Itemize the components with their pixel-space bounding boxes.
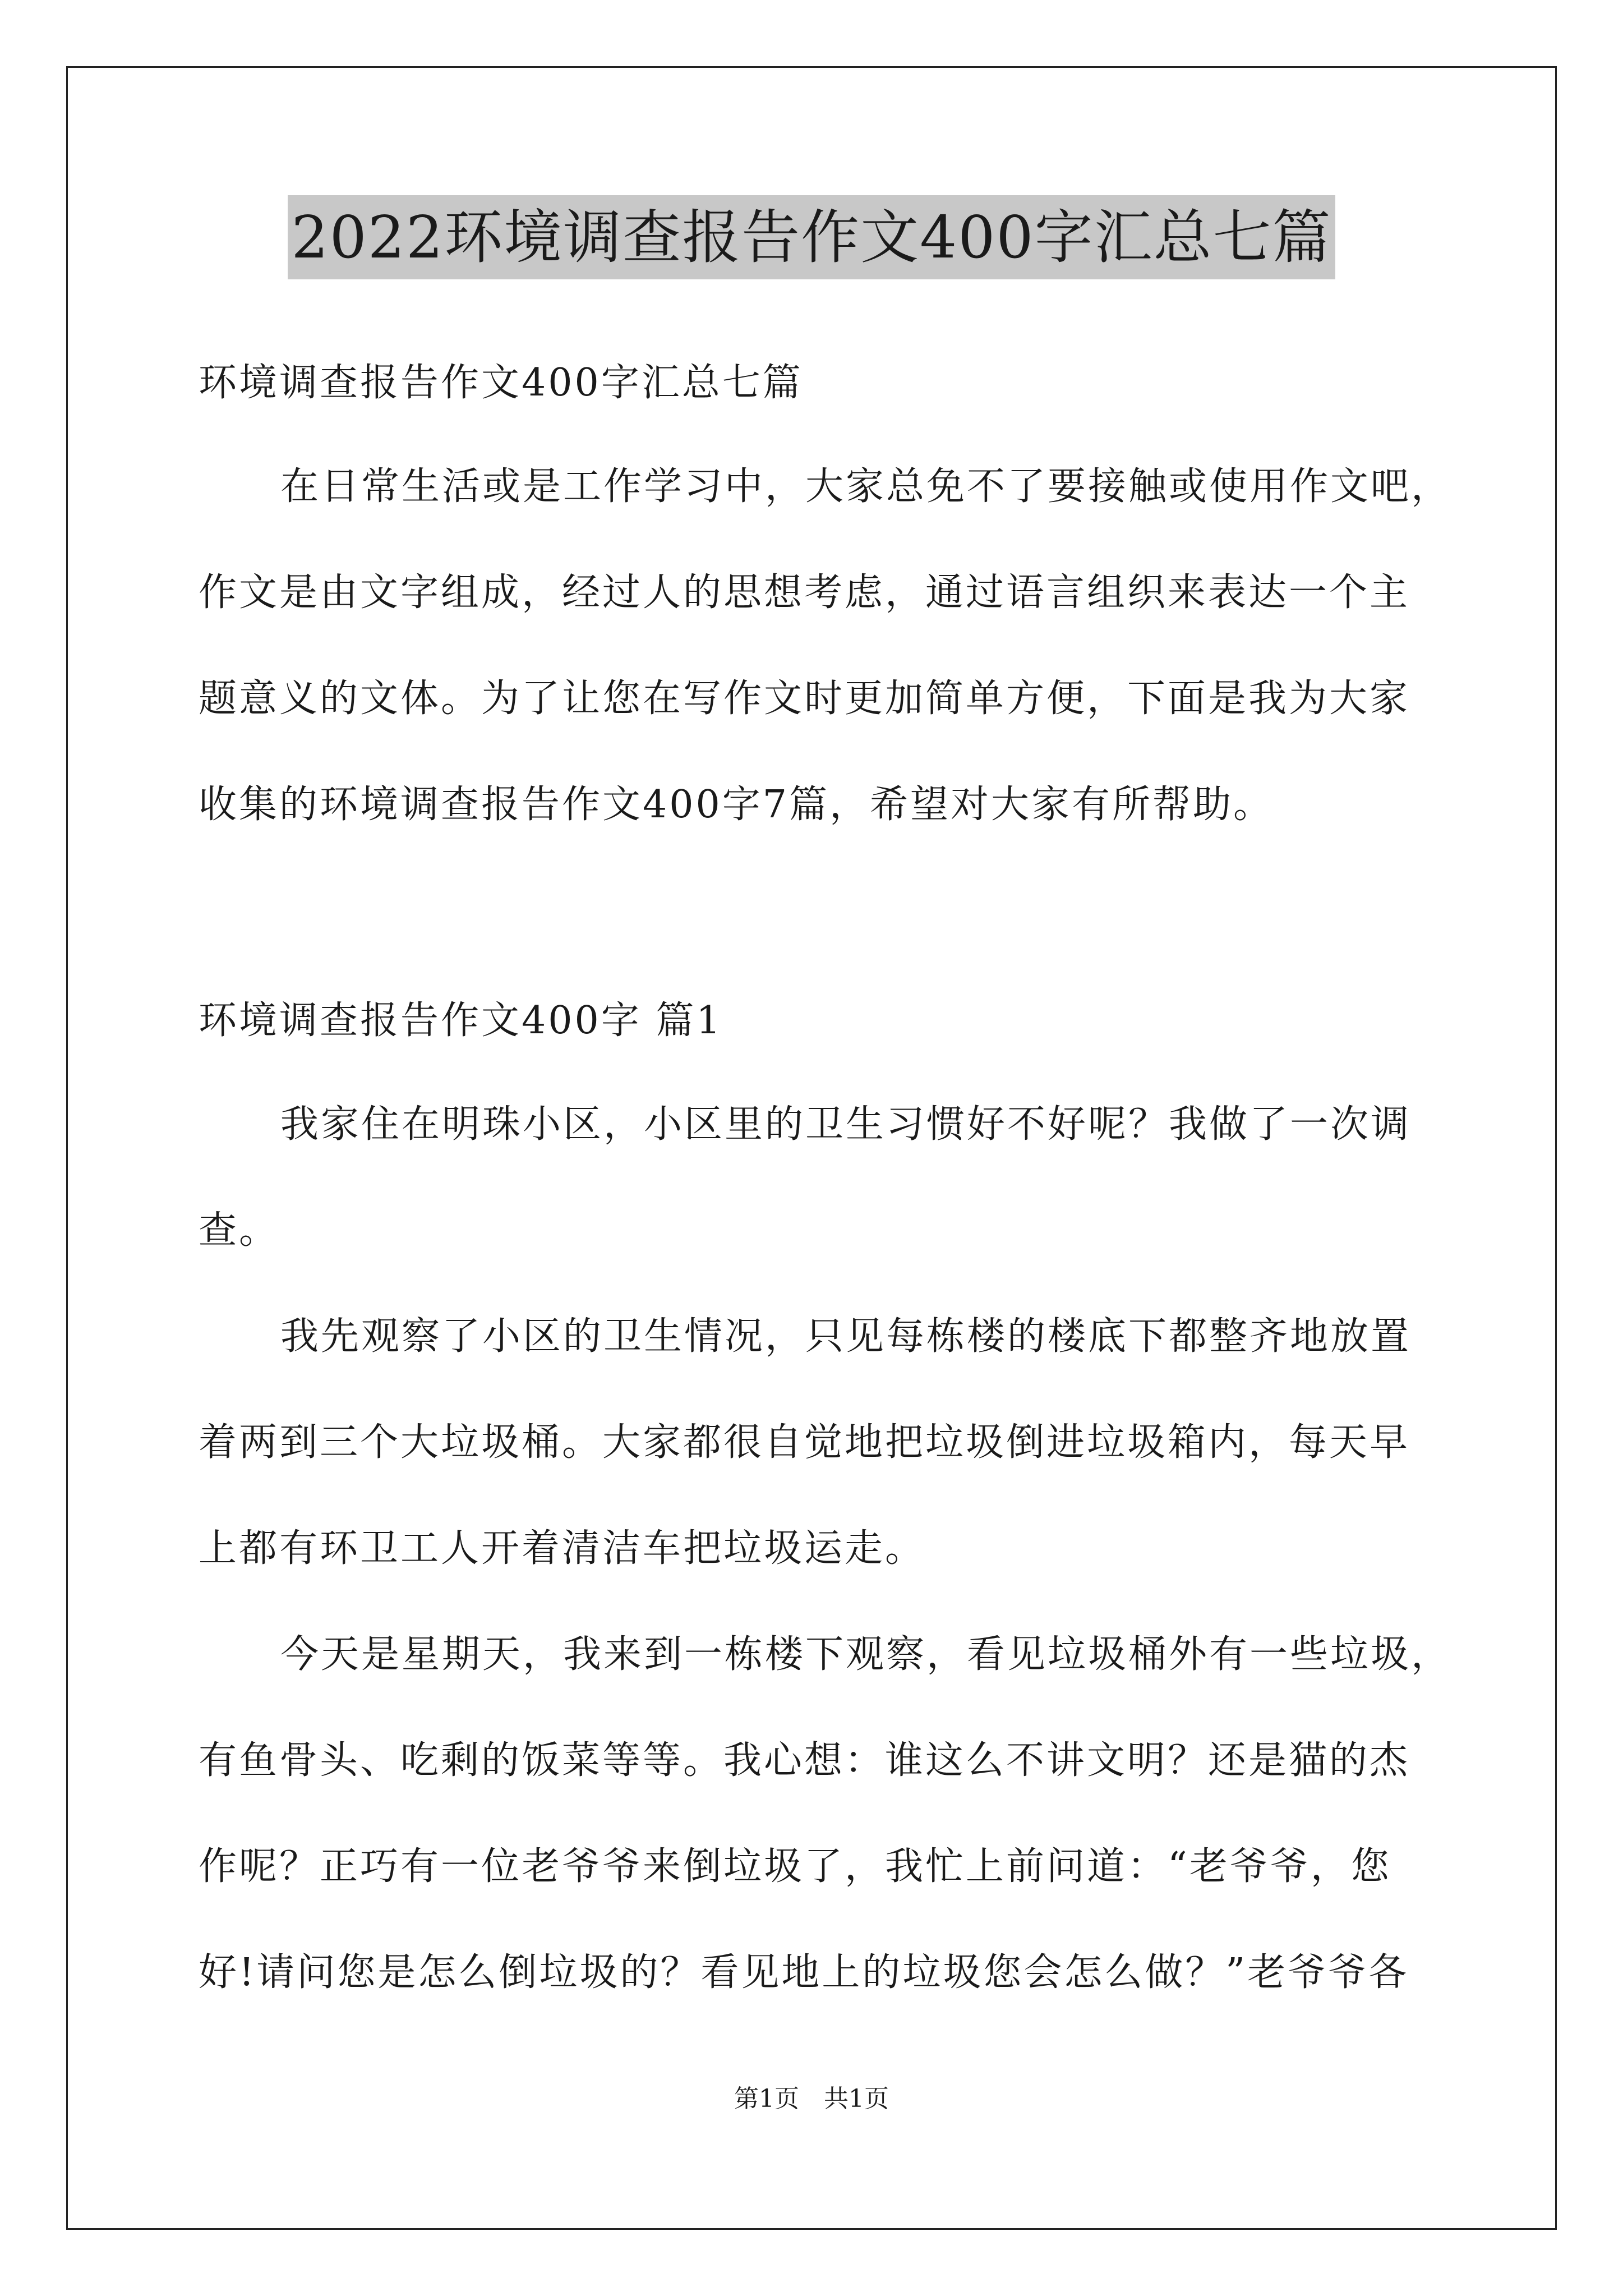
intro-line-2: 作文是由文字组成，经过人的思想考虑，通过语言组织来表达一个主 [199,570,1410,615]
paragraph2-line-2: 着两到三个大垃圾桶。大家都很自觉地把垃圾倒进垃圾箱内，每天早 [199,1420,1410,1465]
document-subtitle: 环境调查报告作文400字汇总七篇 [199,361,803,405]
page-footer: 第1页 共1页 [734,2085,889,2113]
paragraph3-line-4: 好!请问您是怎么倒垃圾的？看见地上的垃圾您会怎么做？”老爷爷各 [199,1950,1409,1995]
paragraph3-line-1: 今天是星期天，我来到一栋楼下观察，看见垃圾桶外有一些垃圾， [280,1632,1452,1677]
paragraph3-line-3: 作呢？正巧有一位老爷爷来倒垃圾了，我忙上前问道：“老爷爷，您 [199,1844,1391,1889]
paragraph2-line-3: 上都有环卫工人开着清洁车把垃圾运走。 [199,1526,926,1571]
section-heading: 环境调查报告作文400字 篇1 [199,999,723,1043]
document-title: 2022环境调查报告作文400字汇总七篇 [288,195,1335,279]
paragraph1-line-2: 查。 [199,1208,280,1253]
title-container [0,195,1623,279]
intro-line-1: 在日常生活或是工作学习中，大家总免不了要接触或使用作文吧， [280,464,1452,509]
intro-line-3: 题意义的文体。为了让您在写作文时更加简单方便，下面是我为大家 [199,677,1410,721]
paragraph1-line-1: 我家住在明珠小区，小区里的卫生习惯好不好呢？我做了一次调 [280,1102,1412,1147]
intro-line-4: 收集的环境调查报告作文400字7篇，希望对大家有所帮助。 [199,783,1274,827]
paragraph2-line-1: 我先观察了小区的卫生情况，只见每栋楼的楼底下都整齐地放置 [280,1314,1412,1359]
paragraph3-line-2: 有鱼骨头、吃剩的饭菜等等。我心想：谁这么不讲文明？还是猫的杰 [199,1738,1410,1783]
